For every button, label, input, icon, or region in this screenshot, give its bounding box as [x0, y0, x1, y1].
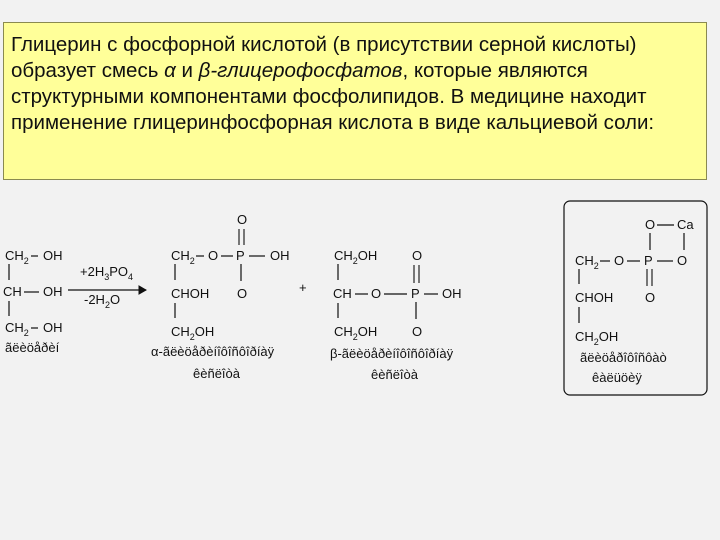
calcium-ester-o: O: [614, 253, 625, 268]
beta-ch2oh-top: $CH_2OH$: [334, 248, 378, 266]
calcium-name-line-2: êàëüöèÿ: [592, 370, 642, 385]
beta-glycerophosphates-term: β-глицерофосфатов: [198, 59, 403, 82]
calcium-phosphorus: P: [644, 253, 653, 268]
condition-add-phosphoric-acid: $+2H_3PO_4$: [80, 264, 134, 282]
alpha-ch2oh: $CH_2OH$: [171, 324, 215, 342]
alpha-phosphate-o-top: O: [237, 212, 248, 227]
glycerol-formula: [3, 248, 63, 355]
glycerol-ch-middle: CH: [3, 284, 22, 299]
plus-sign: +: [299, 280, 307, 295]
beta-phosphate-o-bottom: O: [412, 324, 423, 339]
beta-phosphorus: P: [411, 286, 420, 301]
alpha-glycerophosphoric-acid-formula: [151, 212, 290, 381]
calcium-glycerophosphate-box: [564, 201, 707, 395]
calcium-name-line-1: ãëèöåðîôîñôàò: [580, 350, 667, 365]
alpha-name-line-2: êèñëîòà: [193, 366, 240, 381]
glycerol-oh-top: OH: [43, 248, 63, 263]
intro-part-1: Глицерин с фосфорной кислотой (в присутствии серной кислоты) образует смесь: [11, 33, 637, 82]
glycerol-name-label: ãëèöåðèí: [5, 340, 60, 355]
condition-remove-water: $-2H_2O$: [84, 292, 121, 310]
glycerol-oh-middle: OH: [43, 284, 63, 299]
alpha-phosphate-o-bottom: O: [237, 286, 248, 301]
alpha-name-line-1: α-ãëèöåðèíîôîñôîðíàÿ: [151, 344, 275, 359]
calcium-choh: CHOH: [575, 290, 614, 305]
reaction-conditions: [68, 264, 146, 310]
glycerol-ch2-top: $CH_2$: [5, 248, 29, 266]
beta-name-line-1: β-ãëèöåðèíîôîñôîðíàÿ: [330, 346, 454, 361]
intro-part-3: , которые являются структурными компонентами фосфолипидов. В медицине находит применение глицеринфосфорная кислота в виде кальциевой соли:: [11, 59, 655, 134]
beta-glycerophosphoric-acid-formula: [330, 248, 462, 382]
alpha-ester-o: O: [208, 248, 219, 263]
intro-part-2: и: [175, 59, 199, 82]
beta-ch: CH: [333, 286, 352, 301]
beta-phosphate-oh: OH: [442, 286, 462, 301]
glycerol-ch2-bottom: $CH_2$: [5, 320, 29, 338]
beta-ch2oh-bottom: $CH_2OH$: [334, 324, 378, 342]
alpha-phosphorus: P: [236, 248, 245, 263]
calcium-phosphate-o-left: O: [645, 217, 656, 232]
alpha-ch2: $CH_2$: [171, 248, 195, 266]
calcium-ch2: $CH_2$: [575, 253, 599, 271]
calcium-ch2oh: $CH_2OH$: [575, 329, 619, 347]
beta-name-line-2: êèñëîòà: [371, 367, 418, 382]
glycerol-oh-bottom: OH: [43, 320, 63, 335]
alpha-choh: CHOH: [171, 286, 210, 301]
calcium-phosphate-o-right: O: [677, 253, 688, 268]
calcium-phosphate-o-bottom: O: [645, 290, 656, 305]
reaction-arrow-head: [139, 286, 146, 294]
beta-phosphate-o-top: O: [412, 248, 423, 263]
alpha-phosphate-oh: OH: [270, 248, 290, 263]
calcium-ca: Ca: [677, 217, 694, 232]
alpha-symbol: α: [164, 59, 176, 82]
beta-ester-o: O: [371, 286, 382, 301]
